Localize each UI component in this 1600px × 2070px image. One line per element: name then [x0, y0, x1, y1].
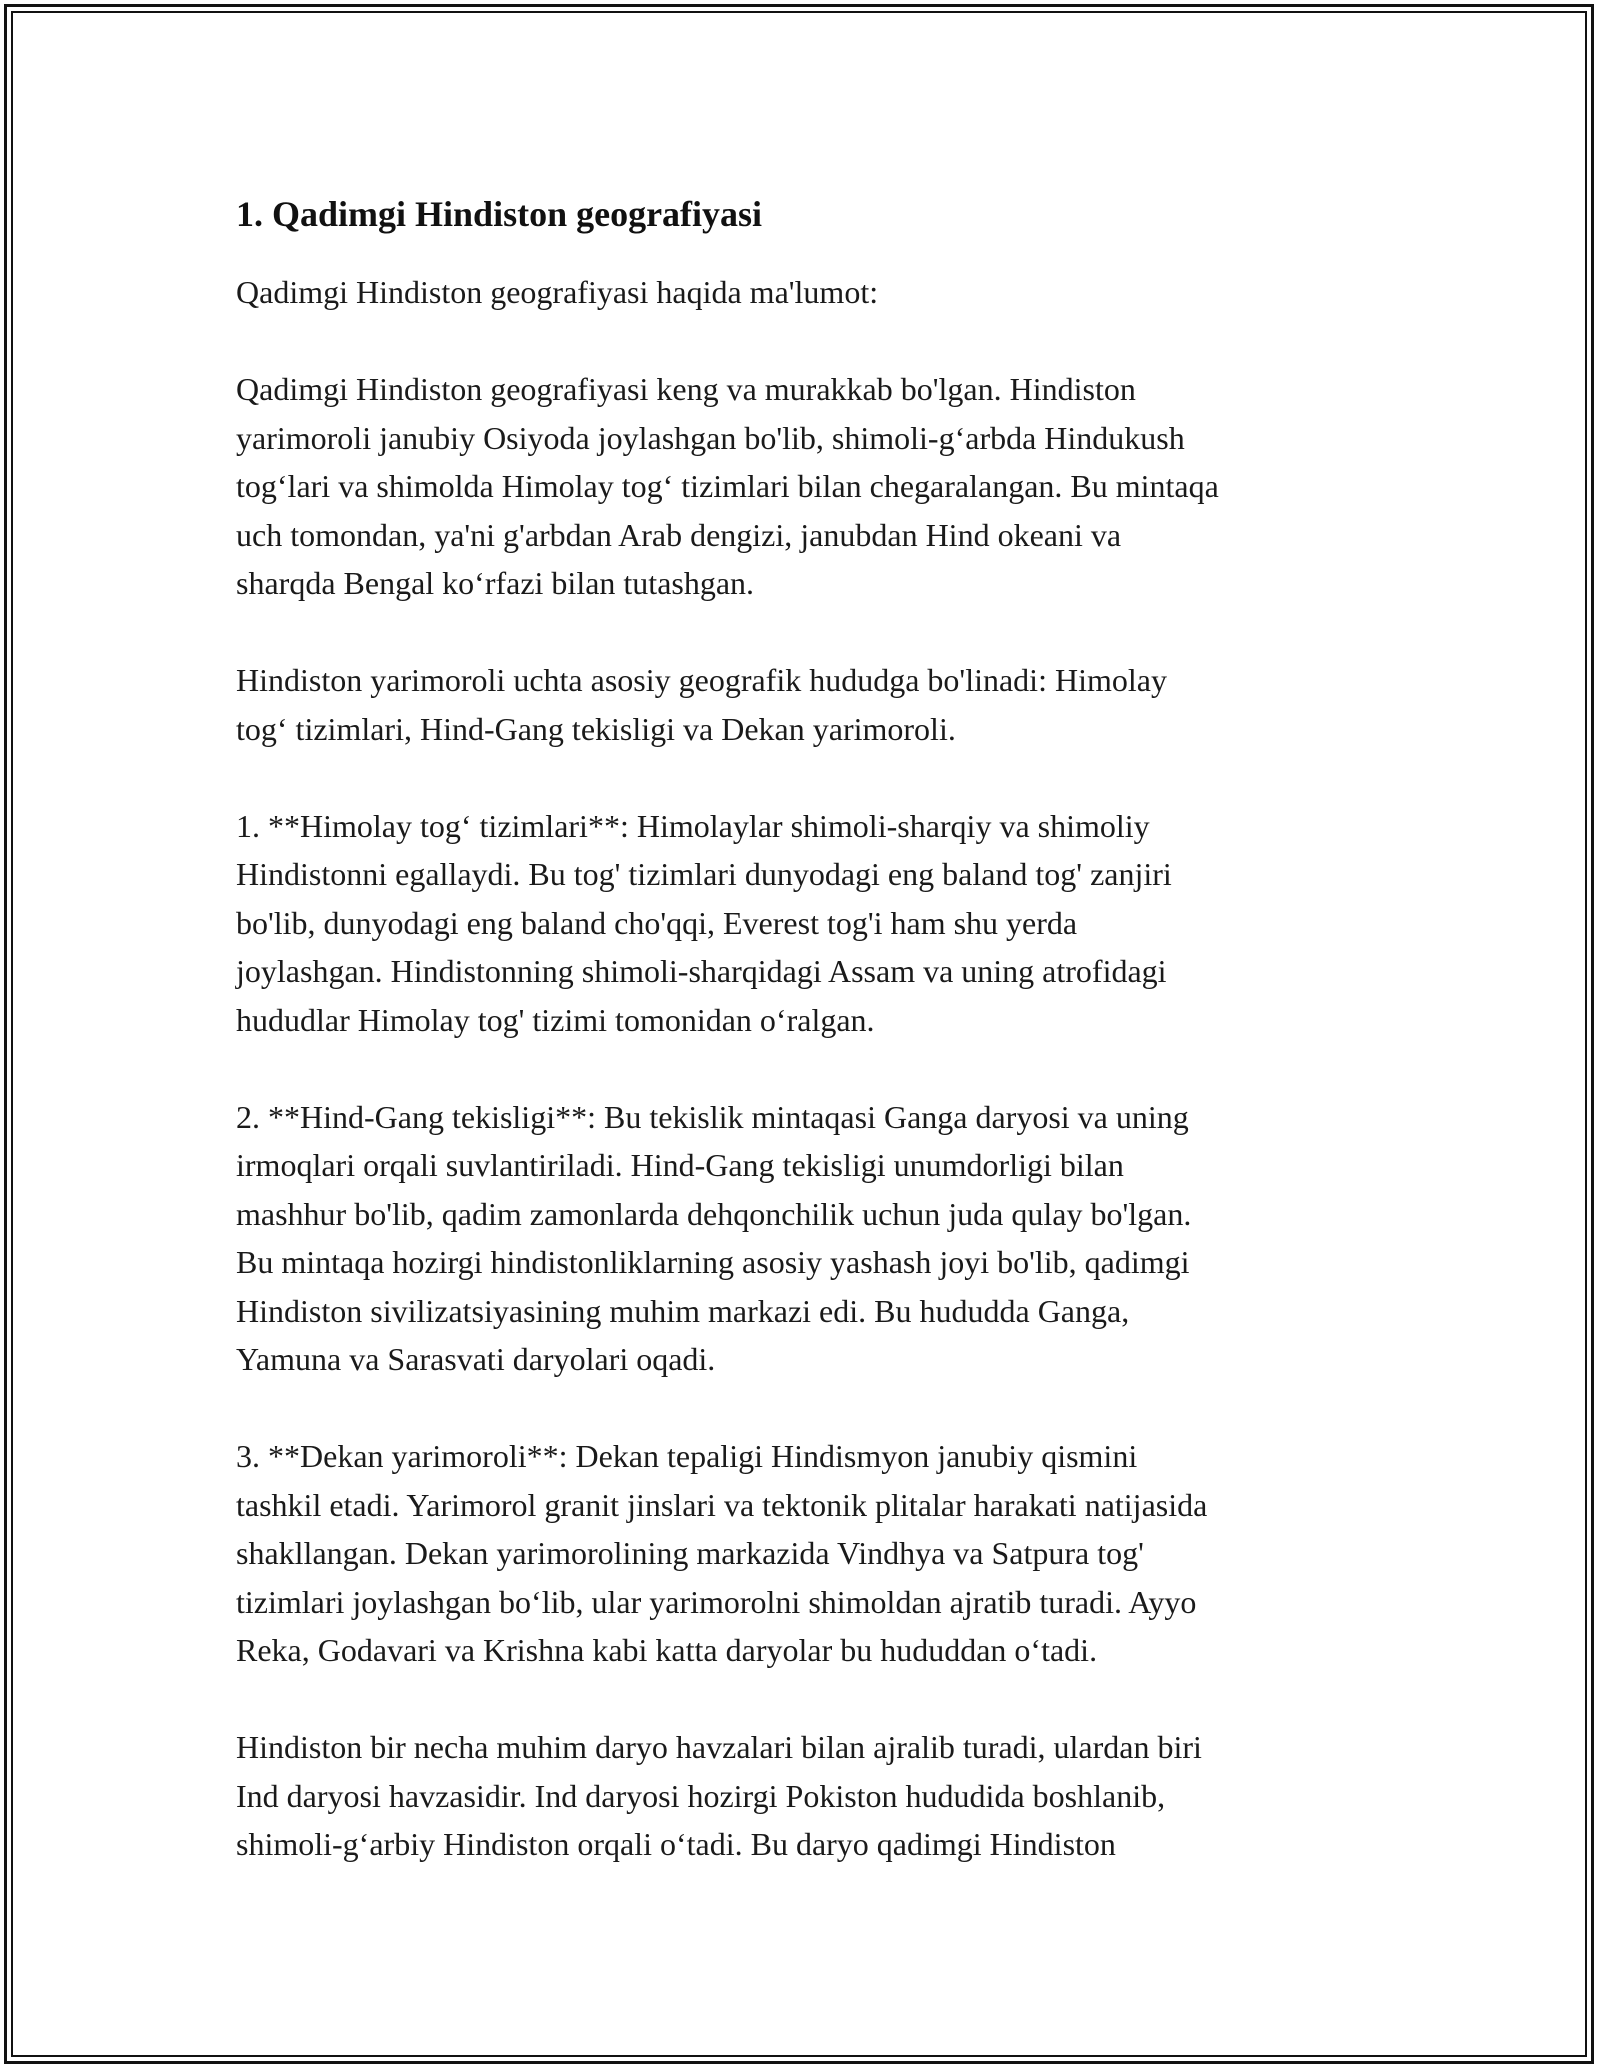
overview-paragraph: Qadimgi Hindiston geografiyasi keng va murakkab bo'lgan. Hindiston yarimoroli janubiy Osiyoda joylashgan bo'lib, shimoli-g‘arbda Hindukush tog‘lari va shimolda Himolay tog‘ tizimlari bilan chegaralangan. Bu mintaqa uch tomondan, ya'ni g'arbdan Arab dengizi, janubdan Hind okeani va sharqda Bengal ko‘rfazi bilan tutashgan.	[236, 371, 1219, 601]
document-body	[236, 190, 1376, 1917]
section-heading: 1. Qadimgi Hindiston geografiyasi	[236, 194, 763, 234]
regions-paragraph: Hindiston yarimoroli uchta asosiy geografik hududga bo'linadi: Himolay tog‘ tizimlari, Hind-Gang tekisligi va Dekan yarimoroli.	[236, 662, 1167, 747]
indo-gangetic-paragraph: 2. **Hind-Gang tekisligi**: Bu tekislik mintaqasi Ganga daryosi va uning irmoqlari orqali suvlantiriladi. Hind-Gang tekisligi unumdorligi bilan mashhur bo'lib, qadim zamonlarda dehqonchilik uchun juda qulay bo'lgan. Bu mintaqa hozirgi hindistonliklarning asosiy yashash joyi bo'lib, qadimgi Hindiston sivilizatsiyasining muhim markazi edi. Bu hududda Ganga, Yamuna va Sarasvati daryolari oqadi.	[236, 1098, 1192, 1377]
deccan-paragraph: 3. **Dekan yarimoroli**: Dekan tepaligi Hindismyon janubiy qismini tashkil etadi. Yarimorol granit jinslari va tektonik plitalar harakati natijasida shakllangan. Dekan yarimorolining markazida Vindhya va Satpura tog' tizimlari joylashgan bo‘lib, ular yarimorolni shimoldan ajratib turadi. Ayyo Reka, Godavari va Krishna kabi katta daryolar bu hududdan o‘tadi.	[236, 1438, 1208, 1668]
rivers-paragraph: Hindiston bir necha muhim daryo havzalari bilan ajralib turadi, ulardan biri Ind daryosi havzasidir. Ind daryosi hozirgi Pokiston hududida boshlanib, shimoli-g‘arbiy Hindiston orqali o‘tadi. Bu daryo qadimgi Hindiston	[236, 1729, 1202, 1862]
intro-paragraph: Qadimgi Hindiston geografiyasi haqida ma'lumot:	[236, 274, 879, 310]
himalaya-paragraph: 1. **Himolay tog‘ tizimlari**: Himolaylar shimoli-sharqiy va shimoliy Hindistonni egallaydi. Bu tog' tizimlari dunyodagi eng baland tog' zanjiri bo'lib, dunyodagi eng baland cho'qqi, Everest tog'i ham shu yerda joylashgan. Hindistonning shimoli-sharqidagi Assam va uning atrofidagi hududlar Himolay tog' tizimi tomonidan o‘ralgan.	[236, 807, 1172, 1038]
